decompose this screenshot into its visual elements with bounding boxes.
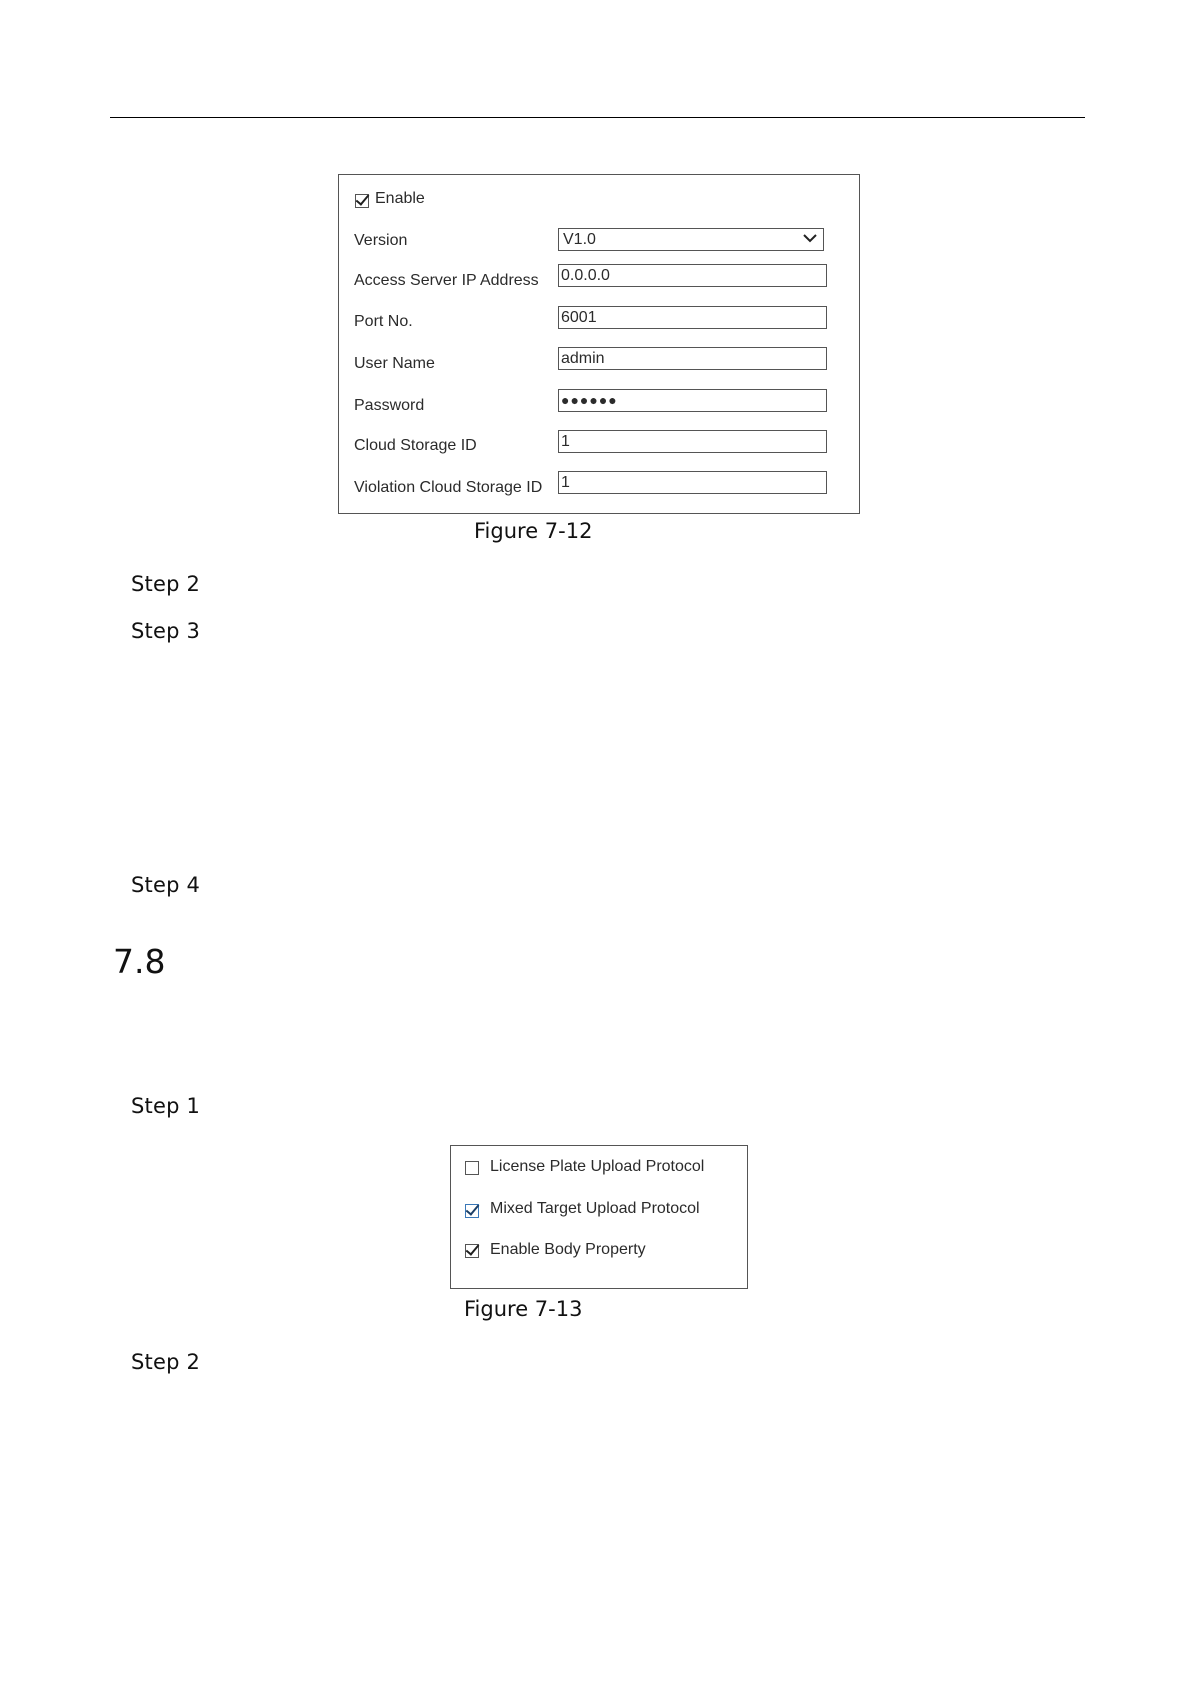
mixed-target-upload-checkbox[interactable] bbox=[465, 1204, 479, 1218]
user-name-label: User Name bbox=[354, 355, 435, 372]
step-label: Step 1 bbox=[131, 1094, 201, 1118]
user-name-input[interactable]: admin bbox=[558, 347, 827, 370]
figure-caption: Figure 7-13 bbox=[464, 1297, 583, 1321]
password-label: Password bbox=[354, 397, 425, 414]
upload-protocol-panel bbox=[450, 1145, 748, 1289]
step-label: Step 3 bbox=[131, 619, 201, 643]
step-label: Step 2 bbox=[131, 572, 201, 596]
cloud-storage-id-input[interactable]: 1 bbox=[558, 430, 827, 453]
port-label: Port No. bbox=[354, 313, 413, 330]
step-label: Step 4 bbox=[131, 873, 201, 897]
chevron-down-icon bbox=[803, 231, 817, 245]
enable-checkbox[interactable] bbox=[355, 194, 369, 208]
license-plate-upload-checkbox[interactable] bbox=[465, 1161, 479, 1175]
step-label: Step 2 bbox=[131, 1350, 201, 1374]
violation-cloud-storage-id-input[interactable]: 1 bbox=[558, 471, 827, 494]
version-label: Version bbox=[354, 232, 408, 249]
password-input[interactable]: ●●●●●● bbox=[558, 389, 827, 412]
cloud-storage-id-label: Cloud Storage ID bbox=[354, 437, 477, 454]
cloud-storage-settings-panel bbox=[338, 174, 860, 514]
enable-label: Enable bbox=[375, 190, 425, 207]
header-rule bbox=[110, 117, 1085, 118]
enable-body-property-label: Enable Body Property bbox=[490, 1241, 646, 1258]
port-input[interactable]: 6001 bbox=[558, 306, 827, 329]
violation-cloud-storage-id-label: Violation Cloud Storage ID bbox=[354, 479, 543, 496]
mixed-target-upload-label: Mixed Target Upload Protocol bbox=[490, 1200, 700, 1217]
version-select[interactable] bbox=[558, 228, 824, 251]
figure-caption: Figure 7-12 bbox=[474, 519, 593, 543]
version-select-value: V1.0 bbox=[563, 231, 596, 248]
enable-body-property-checkbox[interactable] bbox=[465, 1244, 479, 1258]
license-plate-upload-label: License Plate Upload Protocol bbox=[490, 1158, 705, 1175]
access-server-ip-label: Access Server IP Address bbox=[354, 272, 539, 289]
section-heading: 7.8 bbox=[113, 942, 166, 981]
access-server-ip-input[interactable]: 0.0.0.0 bbox=[558, 264, 827, 287]
